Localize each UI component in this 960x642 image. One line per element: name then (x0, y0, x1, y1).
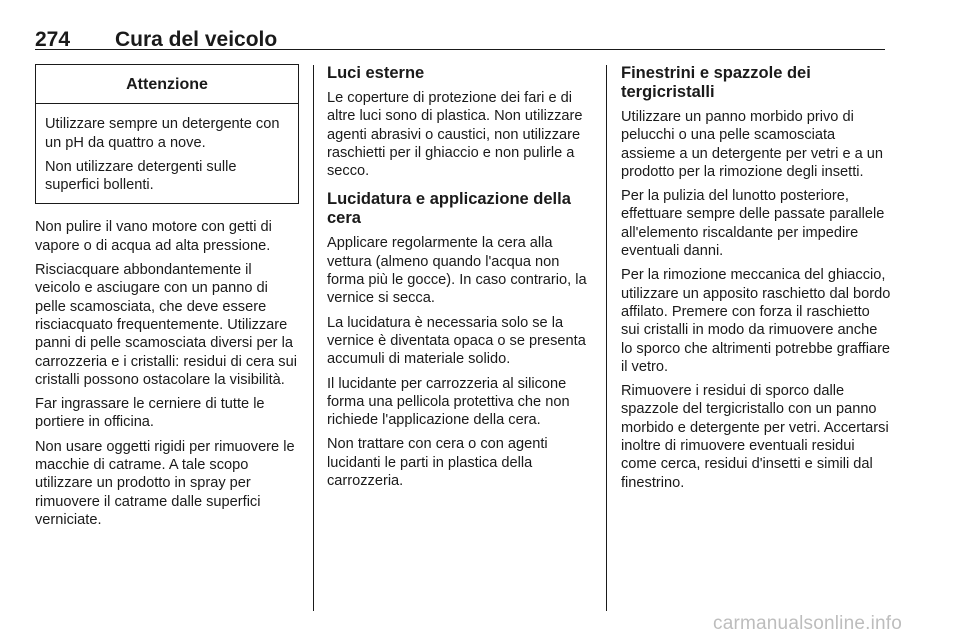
warning-box (35, 64, 299, 204)
header-rule (35, 49, 885, 50)
column-2 (327, 64, 593, 496)
paragraph: Rimuovere i residui di sporco dalle spazzole del tergicristallo con un panno morbido e detergente per vetri. Accertarsi inoltre di rimuovere eventuali residui come cerca, residui d'insetti e simili dal finestrino. (621, 383, 889, 491)
paragraph: Non usare oggetti rigidi per rimuovere le macchie di catrame. A tale scopo utilizzare un prodotto in spray per rimuovere il catrame dalle superfici verniciate. (35, 438, 295, 528)
column-1 (35, 64, 299, 535)
paragraph: Applicare regolarmente la cera alla vettura (almeno quando l'acqua non forma più le gocce). In caso contrario, la vernice si secca. (327, 235, 587, 307)
paragraph: Utilizzare un panno morbido privo di pelucchi o una pelle scamosciata assieme a un detergente per vetri e a un prodotto per la rimozione degli insetti. (621, 109, 884, 180)
heading-finestrini: Finestrini e spazzole dei tergicristalli (621, 64, 811, 101)
paragraph: Non trattare con cera o con agenti lucidanti le parti in plastica della carrozzeria. (327, 436, 548, 490)
paragraph: Per la pulizia del lunotto posteriore, effettuare sempre delle passate parallele all'elemento riscaldante per impedire eventuali danni. (621, 188, 885, 260)
heading-luci-esterne: Luci esterne (327, 64, 425, 82)
paragraph: Non pulire il vano motore con getti di vapore o di acqua ad alta pressione. (35, 219, 272, 254)
watermark: carmanualsonline.info (713, 613, 903, 634)
paragraph: La lucidatura è necessaria solo se la vernice è diventata opaca o se presenta accumuli di materiale solido. (327, 314, 586, 368)
paragraph: Le coperture di protezione dei fari e di altre luci sono di plastica. Non utilizzare agenti abrasivi o caustici, non utilizzare raschietti per il ghiaccio e non pulirle a secco. (327, 90, 583, 180)
column-divider-2 (606, 65, 607, 611)
warning-line: Utilizzare sempre un detergente con un pH da quattro a nove. (45, 116, 280, 151)
column-divider-1 (313, 65, 314, 611)
page-number: 274 (35, 28, 71, 51)
paragraph: Il lucidante per carrozzeria al silicone forma una pellicola protettiva che non richiede l'applicazione della cera. (327, 375, 570, 429)
paragraph: Far ingrassare le cerniere di tutte le portiere in officina. (35, 396, 265, 431)
warning-title: Attenzione (36, 65, 298, 104)
warning-body (36, 104, 298, 203)
column-3 (621, 64, 891, 498)
page-header (35, 22, 885, 52)
warning-line: Non utilizzare detergenti sulle superfici bollenti. (45, 158, 237, 194)
section-title: Cura del veicolo (115, 28, 278, 51)
heading-lucidatura: Lucidatura e applicazione della cera (327, 190, 571, 228)
paragraph: Risciacquare abbondantemente il veicolo e asciugare con un panno di pelle scamosciata, che deve essere risciacquato frequentemente. Utilizzare panni di pelle scamosciata diversi per la carrozzeria e i cristalli: residui di cera sui cristalli possono ostacolare la visibilità. (35, 262, 297, 388)
paragraph: Per la rimozione meccanica del ghiaccio, utilizzare un apposito raschietto dal bordo affilato. Premere con forza il raschietto sui cristalli in modo da rimuovere anche lo sporco che altrimenti potrebbe graffiare il vetro. (621, 267, 891, 375)
